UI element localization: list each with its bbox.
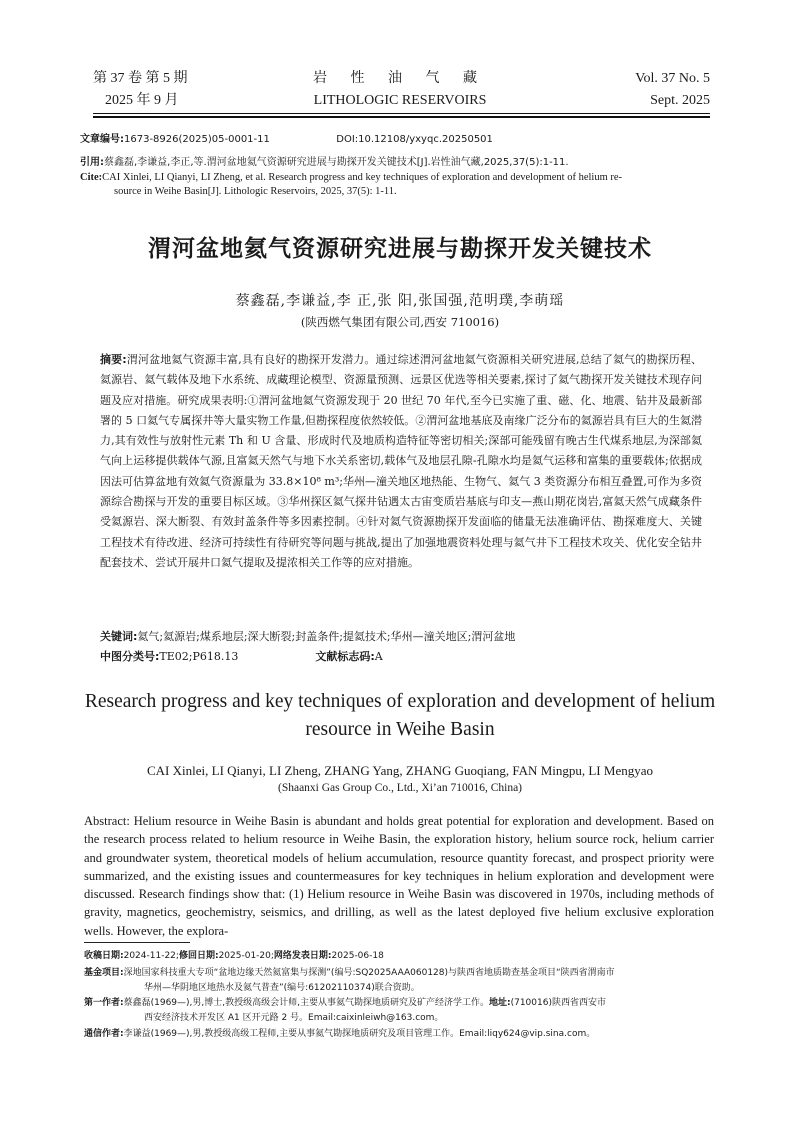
- volume-cn: 第 37 卷 第 5 期: [93, 71, 188, 86]
- abstract-cn-label: 摘要:: [100, 353, 127, 366]
- cite-en-label: Cite:: [80, 172, 103, 183]
- article-title-cn: 渭河盆地氦气资源研究进展与勘探开发关键技术: [148, 236, 652, 262]
- fund-line-2: 华州—华阴地区地热水及氦气普查”(编号:61202110374)联合资助。: [144, 983, 420, 993]
- footnote-first-author: [84, 996, 716, 1026]
- article-title-en: Research progress and key techniques of exploration and development of helium resource in Weihe Basin: [84, 691, 716, 740]
- date-en: Sept. 2025: [650, 93, 710, 108]
- doc-code-label: 文献标志码:: [315, 650, 375, 663]
- doc-code: A: [374, 650, 383, 663]
- abstract-cn: [100, 350, 702, 573]
- clc-label: 中图分类号:: [100, 650, 160, 663]
- affiliation-en: (Shaanxi Gas Group Co., Ltd., Xi’an 710016, China): [277, 782, 523, 794]
- affiliation-cn: (陕西燃气集团有限公司,西安 710016): [300, 315, 500, 329]
- date-cn: 2025 年 9 月: [105, 93, 179, 108]
- revised-label: 修回日期:: [178, 951, 219, 961]
- footnote-fund: [84, 966, 716, 996]
- cite-en-line-2: source in Weihe Basin[J]. Lithologic Reservoirs, 2025, 37(5): 1-11.: [114, 186, 397, 197]
- abstract-en-label: Abstract:: [84, 814, 130, 828]
- cite-cn-text: 蔡鑫磊,李谦益,李正,等.渭河盆地氦气资源研究进展与勘探开发关键技术[J].岩性油气藏,2025,37(5):1-11.: [104, 157, 569, 168]
- keywords-label: 关键词:: [100, 630, 138, 643]
- article-number-line: [80, 132, 720, 148]
- fund-line-1: 深地国家科技重大专项“盆地边缘天然氦富集与探测”(编号:SQ2025AAA060128)与陕西省地质勘查基金项目“陕西省渭南市: [123, 968, 615, 978]
- abstract-cn-text: 渭河盆地氦气资源丰富,具有良好的勘探开发潜力。通过综述渭河盆地氦气资源相关研究进展,总结了氦气的勘探历程、氦源岩、氦气载体及地下水系统、成藏理论模型、资源量预测、远景区优选等相关要素,探讨了氦气勘探开发关键技术现存问题及应对措施。研究成果表明:①渭河盆地氦气资源发现于 20 世纪 70 年代,至今已实施了重、磁、化、地震、钻井及最新部署的 5 口氦气专属探井等大量实物工作量,但勘探程度依然较低。②渭河盆地基底及南缘广泛分布的氦源岩具有巨大的生氦潜力,其有效性与放射性元素 Th 和 U 含量、形成时代及地质构造特征等密切相关;深部可能残留有晚古生代煤系地层,为深部氦气向上运移提供载体气源,且富氦天然气与地下水关系密切,载体气及地层孔隙-孔隙水均是氦气运移和富集的重要载体;依据成因法可估算盆地有效氦气资源量为 33.8×10⁸ m³;华州—潼关地区地热能、生物气、氦气 3 类资源分布相互叠置,可作为多资源综合勘探与开发的重要目标区域。③华州探区氦气探井钻遇太古宙变质岩基底与印支—燕山期花岗岩,富氦天然气成藏条件受氦源岩、深大断裂、有效封盖条件等多因素控制。④针对氦气资源勘探开发面临的储量无法准确评估、勘探难度大、关键工程技术有待改进、经济可持续性有待研究等问题与挑战,提出了加强地震资料处理与氦气井下工程技术攻关、优化安全钻井配套技术、尝试开展井口氦气提取及提浓相关工作等的应对措施。: [100, 353, 702, 569]
- received-date: 2024-11-22;: [123, 951, 179, 961]
- footnote-rule: [84, 942, 190, 943]
- header-rule-top: [93, 113, 710, 114]
- header-rule-bottom: [93, 116, 710, 118]
- header-center: [250, 68, 550, 112]
- cite-en-line-1: CAI Xinlei, LI Qianyi, LI Zheng, et al. Research progress and key techniques of exploration and development of helium re-: [102, 172, 623, 183]
- journal-name-cn: 岩 性 油 气 藏: [313, 71, 487, 86]
- abstract-en: [84, 812, 714, 940]
- received-label: 收稿日期:: [84, 951, 124, 961]
- doi: 10.12108/yxyqc.20250501: [358, 134, 493, 145]
- abstract-en-text: Helium resource in Weihe Basin is abundant and holds great potential for exploration and development. Based on the research process related to helium resource in Weihe Basin, the exploration history, helium source rock, helium carrier and groundwater system, theoretical models of helium accumulation, resource quantity forecast, and prospect priority were summarized, and the existing issues and countermeasures for key techniques in helium exploration and development were discussed. Research findings show that: (1) Helium resource in Weihe Basin was discovered in 1970s, including methods of gravity, magnetics, geochemistry, seismics, and drilling, as well as the latest deployed five helium exclusive exploration wells. However, the explora-: [84, 814, 714, 938]
- keywords-text: 氦气;氦源岩;煤系地层;深大断裂;封盖条件;提氦技术;华州—潼关地区;渭河盆地: [137, 630, 516, 643]
- header-right: [560, 68, 710, 112]
- citation-en: [80, 171, 720, 199]
- classification: [100, 647, 702, 667]
- keywords: [100, 627, 702, 647]
- authors-cn: 蔡鑫磊,李谦益,李 正,张 阳,张国强,范明璞,李萌瑶: [235, 293, 565, 309]
- clc-code: TE02;P618.13: [159, 650, 239, 663]
- cite-cn-label: 引用:: [80, 157, 104, 168]
- authors-en: CAI Xinlei, LI Qianyi, LI Zheng, ZHANG Yang, ZHANG Guoqiang, FAN Mingpu, LI Mengyao: [147, 763, 653, 778]
- volume-en: Vol. 37 No. 5: [635, 71, 710, 86]
- footnote-corresponding: [84, 1027, 716, 1042]
- doi-label: DOI:: [336, 134, 359, 145]
- fund-label: 基金项目:: [84, 968, 124, 978]
- corresponding-text: 李谦益(1969—),男,教授级高级工程师,主要从事氦气勘探地质研究及项目管理工作。Email:liqy624@vip.sina.com。: [123, 1029, 596, 1039]
- online-label: 网络发表日期:: [273, 951, 332, 961]
- footnote-dates: [84, 949, 716, 964]
- article-no-label: 文章编号:: [80, 134, 124, 145]
- online-date: 2025-06-18: [331, 951, 384, 961]
- first-author-text: 蔡鑫磊(1969—),男,博士,教授级高级会计师,主要从事氦气勘探地质研究及矿产经济学工作。: [123, 998, 489, 1008]
- journal-name-en: LITHOLOGIC RESERVOIRS: [313, 93, 487, 108]
- corresponding-label: 通信作者:: [84, 1029, 124, 1039]
- address-line-2: 西安经济技术开发区 A1 区开元路 2 号。Email:caixinleiwh@163.com。: [144, 1013, 444, 1023]
- revised-date: 2025-01-20;: [218, 951, 274, 961]
- address-line-1: (710016)陕西省西安市: [510, 998, 606, 1008]
- citation-cn: [80, 155, 720, 171]
- article-no: 1673-8926(2025)05-0001-11: [124, 134, 270, 145]
- address-label: 地址:: [488, 998, 511, 1008]
- first-author-label: 第一作者:: [84, 998, 124, 1008]
